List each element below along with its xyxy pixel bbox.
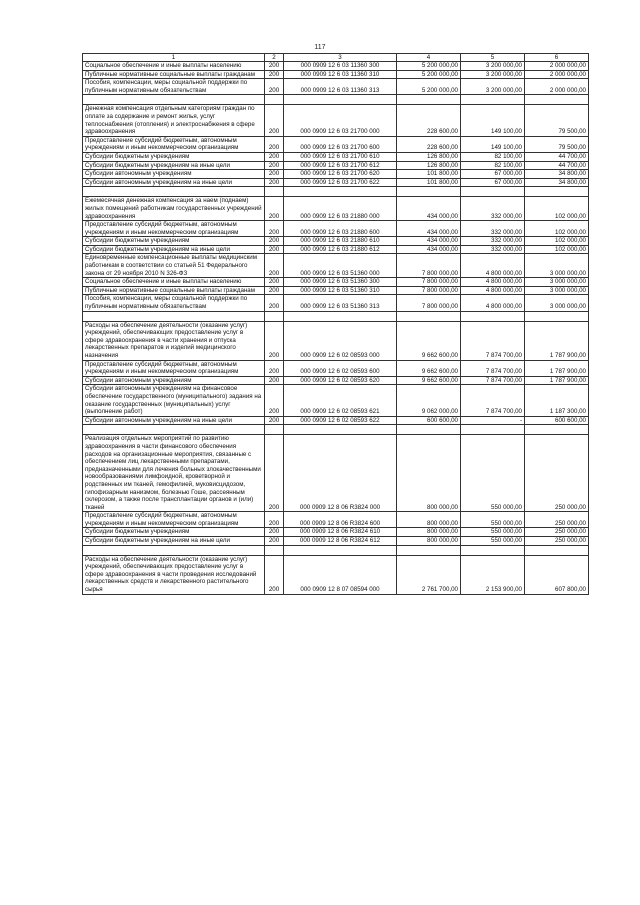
expense-name-cell: Предоставление субсидий бюджетным, автономным учреждениям и иным некоммерческим организациям <box>83 136 265 152</box>
classification-code-cell: 000 0909 12 6 03 21700 610 <box>284 152 397 161</box>
table-row <box>83 537 589 546</box>
budget-table <box>82 53 589 595</box>
amount-second-cell: 332 000,00 <box>461 237 525 246</box>
classification-code-cell: 000 0909 12 8 06 R3824 600 <box>284 512 397 528</box>
expense-name-cell: Субсидии автономным учреждениям на иные цели <box>83 178 265 187</box>
amount-second-cell: 3 200 000,00 <box>461 79 525 95</box>
expense-name-cell: Субсидии автономным учреждениям на финансовое обеспечение государственного (муниципального) задания на оказание государственных (муниципальных) услуг (выполнение работ) <box>83 385 265 416</box>
expense-name-cell: Субсидии бюджетным учреждениям на иные цели <box>83 537 265 546</box>
amount-second-cell: 7 874 700,00 <box>461 376 525 385</box>
section-code-cell: 200 <box>265 62 284 71</box>
expense-name-cell: Социальное обеспечение и иные выплаты населению <box>83 278 265 287</box>
expense-name-cell: Предоставление субсидий бюджетным, автономным учреждениям и иным некоммерческим организациям <box>83 360 265 376</box>
amount-second-cell: 4 800 000,00 <box>461 286 525 295</box>
amount-third-cell: 250 000,00 <box>525 537 589 546</box>
amount-third-cell: 79 500,00 <box>525 105 589 136</box>
expense-name-cell: Субсидии бюджетным учреждениям <box>83 152 265 161</box>
header-col-1: 1 <box>83 54 265 62</box>
amount-third-cell: 3 000 000,00 <box>525 286 589 295</box>
expense-name-cell: Публичные нормативные социальные выплаты гражданам <box>83 286 265 295</box>
table-row <box>83 416 589 425</box>
amount-third-cell: 3 000 000,00 <box>525 254 589 278</box>
table-row <box>83 528 589 537</box>
amount-second-cell: 67 000,00 <box>461 170 525 179</box>
empty-cell <box>265 425 284 435</box>
amount-third-cell: 34 800,00 <box>525 178 589 187</box>
amount-third-cell: 79 500,00 <box>525 136 589 152</box>
amount-second-cell: - <box>461 416 525 425</box>
amount-second-cell: 4 800 000,00 <box>461 295 525 311</box>
classification-code-cell: 000 0909 12 6 03 21700 620 <box>284 170 397 179</box>
spacer-row <box>83 545 589 555</box>
amount-third-cell: 1 787 900,00 <box>525 321 589 360</box>
empty-cell <box>284 187 397 197</box>
amount-second-cell: 7 874 700,00 <box>461 385 525 416</box>
amount-second-cell: 82 100,00 <box>461 152 525 161</box>
classification-code-cell: 000 0909 12 6 03 21700 622 <box>284 178 397 187</box>
classification-code-cell: 000 0909 12 6 02 08593 621 <box>284 385 397 416</box>
amount-second-cell: 332 000,00 <box>461 221 525 237</box>
section-code-cell: 200 <box>265 254 284 278</box>
section-code-cell: 200 <box>265 245 284 254</box>
expense-name-cell: Денежная компенсация отдельным категориям граждан по оплате за содержание и ремонт жилья, услуг теплоснабжения (отопления) и электроснабжения в сфере здравоохранения <box>83 105 265 136</box>
empty-cell <box>265 95 284 105</box>
header-col-5: 5 <box>461 54 525 62</box>
empty-cell <box>461 545 525 555</box>
section-code-cell: 200 <box>265 170 284 179</box>
classification-code-cell: 000 0909 12 6 03 51360 310 <box>284 286 397 295</box>
page-number: 117 <box>314 44 326 51</box>
amount-second-cell: 82 100,00 <box>461 161 525 170</box>
classification-code-cell: 000 0909 12 6 02 08593 600 <box>284 360 397 376</box>
amount-second-cell: 67 000,00 <box>461 178 525 187</box>
empty-cell <box>525 545 589 555</box>
classification-code-cell: 000 0909 12 8 07 08594 000 <box>284 555 397 594</box>
amount-third-cell: 102 000,00 <box>525 221 589 237</box>
table-row <box>83 245 589 254</box>
section-code-cell: 200 <box>265 79 284 95</box>
table-row <box>83 295 589 311</box>
section-code-cell: 200 <box>265 360 284 376</box>
amount-second-cell: 332 000,00 <box>461 245 525 254</box>
amount-third-cell: 607 800,00 <box>525 555 589 594</box>
empty-cell <box>525 425 589 435</box>
table-row <box>83 62 589 71</box>
classification-code-cell: 000 0909 12 6 03 11360 300 <box>284 62 397 71</box>
amount-third-cell: 3 000 000,00 <box>525 278 589 287</box>
table-row <box>83 170 589 179</box>
amount-second-cell: 7 874 700,00 <box>461 360 525 376</box>
empty-cell <box>461 187 525 197</box>
amount-total-cell: 9 662 600,00 <box>397 360 461 376</box>
section-code-cell: 200 <box>265 295 284 311</box>
empty-cell <box>284 95 397 105</box>
table-row <box>83 555 589 594</box>
amount-total-cell: 5 200 000,00 <box>397 62 461 71</box>
section-code-cell: 200 <box>265 376 284 385</box>
amount-second-cell: 550 000,00 <box>461 435 525 512</box>
empty-cell <box>397 311 461 321</box>
table-row <box>83 161 589 170</box>
empty-cell <box>83 187 265 197</box>
amount-total-cell: 9 662 600,00 <box>397 376 461 385</box>
spacer-row <box>83 425 589 435</box>
classification-code-cell: 000 0909 12 6 03 21700 600 <box>284 136 397 152</box>
amount-total-cell: 7 800 000,00 <box>397 278 461 287</box>
table-row <box>83 286 589 295</box>
section-code-cell: 200 <box>265 321 284 360</box>
expense-name-cell: Субсидии бюджетным учреждениям <box>83 528 265 537</box>
amount-total-cell: 2 761 700,00 <box>397 555 461 594</box>
table-header-row <box>83 54 589 62</box>
amount-total-cell: 126 800,00 <box>397 152 461 161</box>
table-row <box>83 435 589 512</box>
table-row <box>83 152 589 161</box>
classification-code-cell: 000 0909 12 6 03 21880 612 <box>284 245 397 254</box>
amount-second-cell: 4 800 000,00 <box>461 254 525 278</box>
amount-second-cell: 7 874 700,00 <box>461 321 525 360</box>
classification-code-cell: 000 0909 12 6 03 11360 310 <box>284 70 397 79</box>
section-code-cell: 200 <box>265 70 284 79</box>
classification-code-cell: 000 0909 12 6 03 51360 300 <box>284 278 397 287</box>
section-code-cell: 200 <box>265 528 284 537</box>
table-row <box>83 136 589 152</box>
empty-cell <box>265 187 284 197</box>
spacer-row <box>83 95 589 105</box>
amount-total-cell: 800 000,00 <box>397 512 461 528</box>
classification-code-cell: 000 0909 12 6 02 08593 620 <box>284 376 397 385</box>
empty-cell <box>397 95 461 105</box>
amount-total-cell: 101 800,00 <box>397 170 461 179</box>
amount-total-cell: 9 662 600,00 <box>397 321 461 360</box>
table-row <box>83 221 589 237</box>
expense-name-cell: Субсидии бюджетным учреждениям на иные цели <box>83 161 265 170</box>
expense-name-cell: Предоставление субсидий бюджетным, автономным учреждениям и иным некоммерческим организациям <box>83 221 265 237</box>
amount-second-cell: 2 153 900,00 <box>461 555 525 594</box>
section-code-cell: 200 <box>265 152 284 161</box>
table-row <box>83 360 589 376</box>
classification-code-cell: 000 0909 12 6 02 08593 622 <box>284 416 397 425</box>
classification-code-cell: 000 0909 12 6 03 11360 313 <box>284 79 397 95</box>
expense-name-cell: Публичные нормативные социальные выплаты гражданам <box>83 70 265 79</box>
header-col-4: 4 <box>397 54 461 62</box>
amount-second-cell: 550 000,00 <box>461 512 525 528</box>
amount-second-cell: 149 100,00 <box>461 136 525 152</box>
amount-third-cell: 1 787 900,00 <box>525 360 589 376</box>
section-code-cell: 200 <box>265 221 284 237</box>
empty-cell <box>461 311 525 321</box>
amount-third-cell: 102 000,00 <box>525 197 589 221</box>
empty-cell <box>265 545 284 555</box>
expense-name-cell: Субсидии бюджетным учреждениям на иные цели <box>83 245 265 254</box>
expense-name-cell: Ежемесячная денежная компенсация за наем (поднаем) жилых помещений работникам государственных учреждений здравоохранения <box>83 197 265 221</box>
amount-third-cell: 102 000,00 <box>525 245 589 254</box>
expense-name-cell: Расходы на обеспечение деятельности (оказание услуг) учреждений, обеспечивающих предоставление услуг в сфере здравоохранения в части хранения и отпуска лекарственных препаратов и изделий медицинского назначения <box>83 321 265 360</box>
empty-cell <box>284 311 397 321</box>
header-col-2: 2 <box>265 54 284 62</box>
amount-third-cell: 34 800,00 <box>525 170 589 179</box>
empty-cell <box>525 187 589 197</box>
amount-total-cell: 434 000,00 <box>397 237 461 246</box>
empty-cell <box>461 425 525 435</box>
classification-code-cell: 000 0909 12 6 03 51360 313 <box>284 295 397 311</box>
section-code-cell: 200 <box>265 197 284 221</box>
table-row <box>83 79 589 95</box>
table-row <box>83 70 589 79</box>
header-col-3: 3 <box>284 54 397 62</box>
amount-third-cell: 600 600,00 <box>525 416 589 425</box>
table-row <box>83 197 589 221</box>
classification-code-cell: 000 0909 12 6 03 51360 000 <box>284 254 397 278</box>
expense-name-cell: Субсидии автономным учреждениям на иные цели <box>83 416 265 425</box>
amount-total-cell: 101 800,00 <box>397 178 461 187</box>
empty-cell <box>461 95 525 105</box>
expense-name-cell: Расходы на обеспечение деятельности (оказание услуг) учреждений, обеспечивающих предоставление услуг в сфере здравоохранения в части проведения исследований лекарственных средств и лекарственного растительного сырья <box>83 555 265 594</box>
classification-code-cell: 000 0909 12 6 03 21880 600 <box>284 221 397 237</box>
amount-total-cell: 800 000,00 <box>397 435 461 512</box>
expense-name-cell: Пособия, компенсации, меры социальной поддержки по публичным нормативным обязательствам <box>83 79 265 95</box>
amount-total-cell: 800 000,00 <box>397 528 461 537</box>
section-code-cell: 200 <box>265 136 284 152</box>
amount-third-cell: 102 000,00 <box>525 237 589 246</box>
expense-name-cell: Пособия, компенсации, меры социальной поддержки по публичным нормативным обязательствам <box>83 295 265 311</box>
amount-total-cell: 600 600,00 <box>397 416 461 425</box>
empty-cell <box>83 95 265 105</box>
amount-third-cell: 250 000,00 <box>525 528 589 537</box>
header-col-6: 6 <box>525 54 589 62</box>
amount-total-cell: 434 000,00 <box>397 221 461 237</box>
table-body <box>83 62 589 595</box>
amount-third-cell: 2 000 000,00 <box>525 70 589 79</box>
spacer-row <box>83 311 589 321</box>
amount-total-cell: 7 800 000,00 <box>397 286 461 295</box>
empty-cell <box>525 311 589 321</box>
amount-second-cell: 3 200 000,00 <box>461 62 525 71</box>
amount-total-cell: 126 800,00 <box>397 161 461 170</box>
amount-second-cell: 550 000,00 <box>461 528 525 537</box>
amount-total-cell: 434 000,00 <box>397 245 461 254</box>
empty-cell <box>397 545 461 555</box>
empty-cell <box>83 425 265 435</box>
amount-third-cell: 44 700,00 <box>525 152 589 161</box>
empty-cell <box>397 187 461 197</box>
amount-third-cell: 1 787 900,00 <box>525 376 589 385</box>
section-code-cell: 200 <box>265 286 284 295</box>
section-code-cell: 200 <box>265 537 284 546</box>
amount-total-cell: 5 200 000,00 <box>397 79 461 95</box>
section-code-cell: 200 <box>265 278 284 287</box>
classification-code-cell: 000 0909 12 8 06 R3824 000 <box>284 435 397 512</box>
amount-third-cell: 1 187 300,00 <box>525 385 589 416</box>
section-code-cell: 200 <box>265 385 284 416</box>
empty-cell <box>83 545 265 555</box>
table-row <box>83 385 589 416</box>
amount-third-cell: 44 700,00 <box>525 161 589 170</box>
amount-total-cell: 228 600,00 <box>397 105 461 136</box>
expense-name-cell: Социальное обеспечение и иные выплаты населению <box>83 62 265 71</box>
amount-second-cell: 332 000,00 <box>461 197 525 221</box>
amount-third-cell: 250 000,00 <box>525 435 589 512</box>
empty-cell <box>265 311 284 321</box>
amount-total-cell: 7 800 000,00 <box>397 254 461 278</box>
amount-total-cell: 9 062 000,00 <box>397 385 461 416</box>
section-code-cell: 200 <box>265 105 284 136</box>
section-code-cell: 200 <box>265 161 284 170</box>
table-row <box>83 512 589 528</box>
table-row <box>83 105 589 136</box>
amount-total-cell: 800 000,00 <box>397 537 461 546</box>
section-code-cell: 200 <box>265 512 284 528</box>
amount-total-cell: 228 600,00 <box>397 136 461 152</box>
empty-cell <box>397 425 461 435</box>
classification-code-cell: 000 0909 12 6 03 21880 000 <box>284 197 397 221</box>
section-code-cell: 200 <box>265 555 284 594</box>
section-code-cell: 200 <box>265 178 284 187</box>
table-row <box>83 321 589 360</box>
empty-cell <box>284 425 397 435</box>
classification-code-cell: 000 0909 12 6 02 08593 000 <box>284 321 397 360</box>
amount-second-cell: 3 200 000,00 <box>461 70 525 79</box>
amount-total-cell: 5 200 000,00 <box>397 70 461 79</box>
amount-second-cell: 4 800 000,00 <box>461 278 525 287</box>
classification-code-cell: 000 0909 12 6 03 21880 610 <box>284 237 397 246</box>
amount-third-cell: 2 000 000,00 <box>525 62 589 71</box>
table-row <box>83 237 589 246</box>
empty-cell <box>83 311 265 321</box>
expense-name-cell: Субсидии автономным учреждениям <box>83 376 265 385</box>
table-row <box>83 376 589 385</box>
section-code-cell: 200 <box>265 237 284 246</box>
amount-second-cell: 550 000,00 <box>461 537 525 546</box>
table-row <box>83 278 589 287</box>
expense-name-cell: Субсидии автономным учреждениям <box>83 170 265 179</box>
amount-third-cell: 3 000 000,00 <box>525 295 589 311</box>
classification-code-cell: 000 0909 12 8 06 R3824 610 <box>284 528 397 537</box>
section-code-cell: 200 <box>265 435 284 512</box>
classification-code-cell: 000 0909 12 6 03 21700 000 <box>284 105 397 136</box>
spacer-row <box>83 187 589 197</box>
amount-third-cell: 2 000 000,00 <box>525 79 589 95</box>
table-row <box>83 178 589 187</box>
expense-name-cell: Реализация отдельных мероприятий по развитию здравоохранения в части финансового обеспечения расходов на организационные мероприятия, связанные с обеспечением лиц лекарственными препаратами, предназначенными для лечения больных злокачественными новообразованиями лимфоидной, кроветворной и родственных им тканей, гемофилией, муковисцидозом, гипофизарным нанизмом, болезнью Гоше, рассеянным склерозом, а также после трансплантации органов и (или) тканей <box>83 435 265 512</box>
section-code-cell: 200 <box>265 416 284 425</box>
classification-code-cell: 000 0909 12 6 03 21700 612 <box>284 161 397 170</box>
expense-name-cell: Предоставление субсидий бюджетным, автономным учреждениям и иным некоммерческим организациям <box>83 512 265 528</box>
classification-code-cell: 000 0909 12 8 06 R3824 612 <box>284 537 397 546</box>
table-row <box>83 254 589 278</box>
amount-total-cell: 434 000,00 <box>397 197 461 221</box>
expense-name-cell: Субсидии бюджетным учреждениям <box>83 237 265 246</box>
expense-name-cell: Единовременные компенсационные выплаты медицинским работникам в соответствии со статьей 51 Федерального закона от 29 ноября 2010 N 326-ФЗ <box>83 254 265 278</box>
empty-cell <box>284 545 397 555</box>
amount-second-cell: 149 100,00 <box>461 105 525 136</box>
amount-third-cell: 250 000,00 <box>525 512 589 528</box>
empty-cell <box>525 95 589 105</box>
amount-total-cell: 7 800 000,00 <box>397 295 461 311</box>
